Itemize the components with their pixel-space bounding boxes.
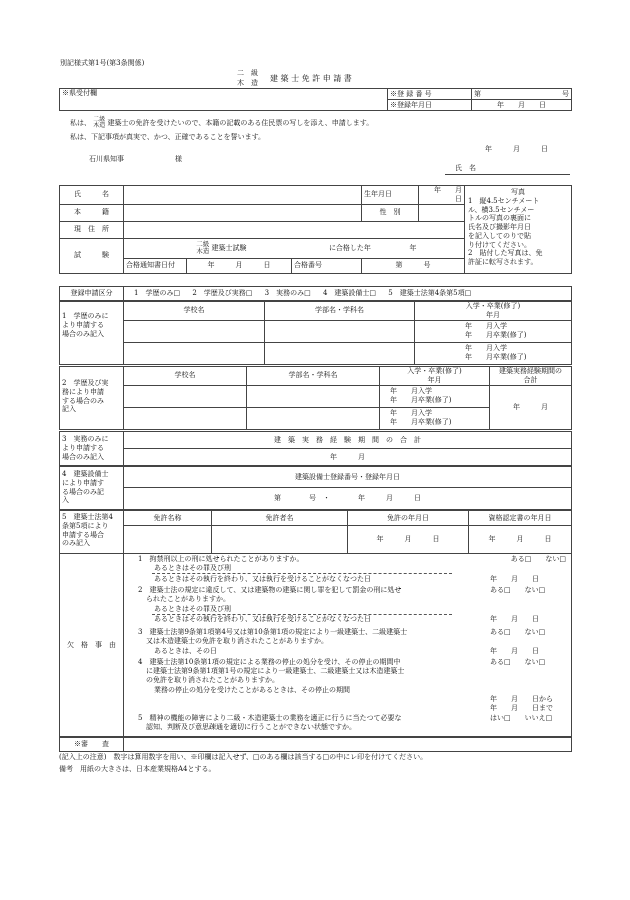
- section-3-label: 3 実務のみに より申請する 場合のみ記入: [60, 432, 124, 466]
- sec1-dept-1[interactable]: [265, 320, 415, 342]
- item-4-period-to[interactable]: 年 月 日まで: [490, 704, 553, 712]
- sec1-dates-2[interactable]: 年 月入学 年 月卒業(修了): [415, 342, 572, 364]
- item-3-date-label: あるときは、その日: [154, 647, 217, 655]
- sec2-dept-1[interactable]: [247, 385, 380, 407]
- sec1-school-2[interactable]: [124, 342, 265, 364]
- sec2-exp-total[interactable]: 年 月: [490, 385, 572, 429]
- category-option-4[interactable]: 4 建築設備士□: [322, 289, 377, 298]
- sec5-license-field[interactable]: [124, 526, 212, 554]
- receipt-cell: [60, 89, 388, 111]
- declaration-line-2: 私は、下記事項が真実で、かつ、正確であることを誓います。: [70, 133, 266, 141]
- category-option-5[interactable]: 5 建築士法第4条第5項□: [388, 289, 472, 298]
- item-3-date[interactable]: 年 月 日: [490, 647, 539, 655]
- sec2-school-1[interactable]: [124, 385, 247, 407]
- section-5-table: [59, 510, 572, 554]
- applicant-name-label: 氏 名: [455, 164, 476, 172]
- item-3-check[interactable]: ある□ ない□: [490, 628, 546, 636]
- item-4-question-cont: に建築士法第9条第1項第1号の規定により一級建築士、二級建築士又は木造建築士: [146, 667, 405, 675]
- item-1-crime: あるときはその罪及び刑: [154, 564, 231, 572]
- item-1-crime-line[interactable]: [152, 573, 452, 574]
- receipt-label: ※県受付欄: [62, 89, 97, 97]
- sec5-col-license: 免許名称: [124, 511, 212, 526]
- category-label: 登録申請区分: [60, 287, 124, 301]
- application-date[interactable]: 年 月 日: [485, 145, 548, 153]
- sec1-school-1[interactable]: [124, 320, 265, 342]
- item-5-check[interactable]: はい□ いいえ□: [490, 714, 553, 722]
- sec1-entry-header: 入学・卒業(修了) 年月: [415, 302, 572, 321]
- category-option-1[interactable]: 1 学歴のみ□: [134, 289, 181, 298]
- sec2-school-2[interactable]: [124, 407, 247, 429]
- sec5-col-cert: 資格認定書の年月日: [469, 511, 572, 526]
- category-option-3[interactable]: 3 実務のみ□: [264, 289, 311, 298]
- section-5-label: 5 建築士法第4 条第5項により 申請する場合 のみ記入: [60, 511, 124, 554]
- section-1-label: 1 学歴のみに より申請する 場合のみ記入: [60, 302, 124, 365]
- item-2-end: あるときはその執行を終わり、又は執行を受けることがなくなつた日: [154, 615, 371, 623]
- item-2-question-cont: られたことがありますか。: [146, 595, 230, 603]
- honseki-label: 本 籍: [60, 204, 124, 221]
- disqualification-items: 1 拘禁刑以上の刑に処せられたことがありますか。 ある□ ない□ あるときはその罪及び刑 あるときはその執行を終わり、又は執行を受けることがなくなつた日 年 月 日 2 建築士法の規定に違反して、又は建築物の建築に関し罪を犯して罰金の刑に処せ ある□ ない□ られたことがありますか。 あるときはその罪及び刑 あるときはその執行を終わり、又は執行を受けることがなくなつた日 年 月 日 3 建築士法第9条第1項第4号又は第10条第1項の規定により一級建築士、二級建築士 ある□ ない□ 又は木造建築士の免許を取り消されたことがありますか。 あるときは、その日 年 月 日 4 建築士法第10条第1項の規定による業務の停止の処分を受け、その停止の期間中 ある□ ない□ に建築士法第9条第1項第1号の規定により一級建築士、二級建築士又は木造建築士 の免許を取り消されたことがありますか。 業務の停止の処分を受けたことがあるときは、その停止の期間 年 月 日から 年 月 日まで 5 精神の機能の障害により二級・木造建築士の業務を適正に行うに当たつて必要な はい□ いいえ□ 認知、判断及び意思疎通を適切に行うことができない状態ですか。: [124, 554, 572, 737]
- sec2-exp-header: 建築実務経験期間の 合計: [490, 367, 572, 386]
- exam-label: 試 験: [60, 238, 124, 273]
- name-label: 氏 名: [60, 186, 124, 205]
- section-4-table: [59, 466, 572, 510]
- sec5-col-date: 免許の年月日: [348, 511, 469, 526]
- name-field[interactable]: [124, 186, 362, 205]
- sec1-school-header: 学校名: [124, 302, 265, 321]
- item-2-end-date[interactable]: 年 月 日: [490, 615, 539, 623]
- form-number: 別記様式第1号(第3条関係): [60, 59, 145, 67]
- section-2-label: 2 学歴及び実 務により申請 する場合のみ 記入: [60, 367, 124, 430]
- sec2-dates-1[interactable]: 年 月入学 年 月卒業(修了): [380, 385, 490, 407]
- pass-no-field[interactable]: 第 号: [362, 258, 465, 273]
- sec5-cert-field[interactable]: 年 月 日: [469, 526, 572, 554]
- notice-date-label: 合格通知書日付: [124, 258, 187, 273]
- item-2-crime: あるときはその罪及び刑: [154, 605, 231, 613]
- page-title: 建 築 士 免 許 申 請 書: [270, 74, 352, 83]
- sec1-dept-2[interactable]: [265, 342, 415, 364]
- sec1-dates-1[interactable]: 年 月入学 年 月卒業(修了): [415, 320, 572, 342]
- item-2-check[interactable]: ある□ ない□: [490, 586, 546, 594]
- item-1-end: あるときはその執行を終わり、又は執行を受けることがなくなつた日: [154, 575, 371, 583]
- item-4-check[interactable]: ある□ ない□: [490, 658, 546, 666]
- item-4-question: 4 建築士法第10条第1項の規定による業務の停止の処分を受け、その停止の期間中: [138, 658, 401, 666]
- sec2-dept-header: 学部名・学科名: [247, 367, 380, 386]
- item-3-question-cont: 又は木造建築士の免許を取り消されたことがありますか。: [146, 637, 328, 645]
- governor-honorific: 様: [175, 155, 182, 163]
- sec1-dept-header: 学部名・学科名: [265, 302, 415, 321]
- footer-remark: 備考 用紙の大きさは、日本産業規格A4とする。: [59, 765, 216, 773]
- sec2-dates-2[interactable]: 年 月入学 年 月卒業(修了): [380, 407, 490, 429]
- review-table: [59, 737, 572, 752]
- sec5-date-field[interactable]: 年 月 日: [348, 526, 469, 554]
- reg-date-label: ※登録年月日: [388, 100, 472, 111]
- receipt-table: [59, 88, 572, 111]
- honseki-field[interactable]: [124, 204, 362, 221]
- notice-date-field[interactable]: 年 月 日: [187, 258, 292, 273]
- sec2-dept-2[interactable]: [247, 407, 380, 429]
- birth-field[interactable]: 年 月 日: [419, 186, 465, 205]
- item-1-question: 1 拘禁刑以上の刑に処せられたことがありますか。: [138, 555, 304, 563]
- sec4-value[interactable]: 第 号 ・ 年 月 日: [124, 488, 572, 510]
- exam-field[interactable]: 二級 木造 建築士試験 に合格した年 年: [124, 238, 465, 258]
- review-field[interactable]: [124, 738, 572, 752]
- item-2-question: 2 建築士法の規定に違反して、又は建築物の建築に関し罪を犯して罰金の刑に処せ: [138, 586, 402, 594]
- section-3-table: [59, 431, 572, 466]
- sec5-col-holder: 免許者名: [212, 511, 348, 526]
- sex-label: 性 別: [362, 204, 419, 221]
- title-kind-2: 木 造: [237, 79, 258, 87]
- pass-no-label: 合格番号: [292, 258, 362, 273]
- reg-no-field[interactable]: 第 号: [472, 89, 572, 100]
- governor-addressee: 石川県知事: [89, 155, 124, 163]
- review-label: ※審 査: [60, 738, 124, 752]
- category-options[interactable]: [124, 287, 572, 301]
- address-label: 現 住 所: [60, 221, 124, 238]
- item-4-period-from[interactable]: 年 月 日から: [490, 695, 553, 703]
- item-3-question: 3 建築士法第9条第1項第4号又は第10条第1項の規定により一級建築士、二級建築士: [138, 628, 408, 636]
- item-1-end-date[interactable]: 年 月 日: [490, 575, 539, 583]
- applicant-name-line[interactable]: [445, 174, 570, 175]
- item-5-question-cont: 認知、判断及び意思疎通を適切に行うことができない状態ですか。: [146, 723, 356, 731]
- footer-note: (記入上の注意) 数字は算用数字を用い、※印欄は記入せず、□のある欄は該当する□の中にレ印を付けてください。: [59, 753, 428, 761]
- sec2-entry-header: 入学・卒業(修了) 年月: [380, 367, 490, 386]
- section-2-table: [59, 366, 572, 430]
- item-4-period-label: 業務の停止の処分を受けたことがあるときは、その停止の期間: [154, 686, 350, 694]
- sec3-value[interactable]: 年 月: [124, 449, 572, 466]
- photo-title: 写真: [511, 188, 526, 196]
- section-1-table: [59, 301, 572, 365]
- declaration-line-1: 私は、 二級 木造 建築士の免許を受けたいので、本籍の記載のある住民票の写しを添え、申請します。: [70, 116, 374, 129]
- photo-box[interactable]: 写真 1 縦4.5センチメート ル、横3.5センチメー トルの写真の裏面に 氏名及び撮影年月日 を記入してのりで貼 り付けてください。 2 貼付した写真は、免 許証に転写されます。: [465, 186, 572, 274]
- address-field[interactable]: [124, 221, 465, 238]
- item-5-question: 5 精神の機能の障害により二級・木造建築士の業務を適正に行うに当たつて必要な: [138, 714, 402, 722]
- birth-label: 生年月日: [362, 186, 419, 205]
- reg-date-field[interactable]: 年 月 日: [472, 100, 572, 111]
- sec5-holder-field[interactable]: [212, 526, 348, 554]
- sec4-header: 建築設備士登録番号・登録年月日: [124, 467, 572, 488]
- title-kind-1: 二 級: [237, 69, 258, 77]
- sec2-school-header: 学校名: [124, 367, 247, 386]
- sec3-header: 建 築 実 務 経 験 期 間 の 合 計: [124, 432, 572, 449]
- section-4-label: 4 建築設備士 により申請す る場合のみ記 入: [60, 467, 124, 510]
- sex-field[interactable]: [419, 204, 465, 221]
- category-option-2[interactable]: 2 学歴及び実務□: [192, 289, 253, 298]
- disqualification-table: [59, 553, 572, 737]
- category-table: [59, 286, 572, 301]
- basic-info-table: [59, 185, 572, 274]
- disqualification-label: 欠 格 事 由: [60, 554, 124, 737]
- item-4-question-cont-2: の免許を取り消されたことがありますか。: [146, 676, 279, 684]
- reg-no-label: ※登 録 番 号: [388, 89, 472, 100]
